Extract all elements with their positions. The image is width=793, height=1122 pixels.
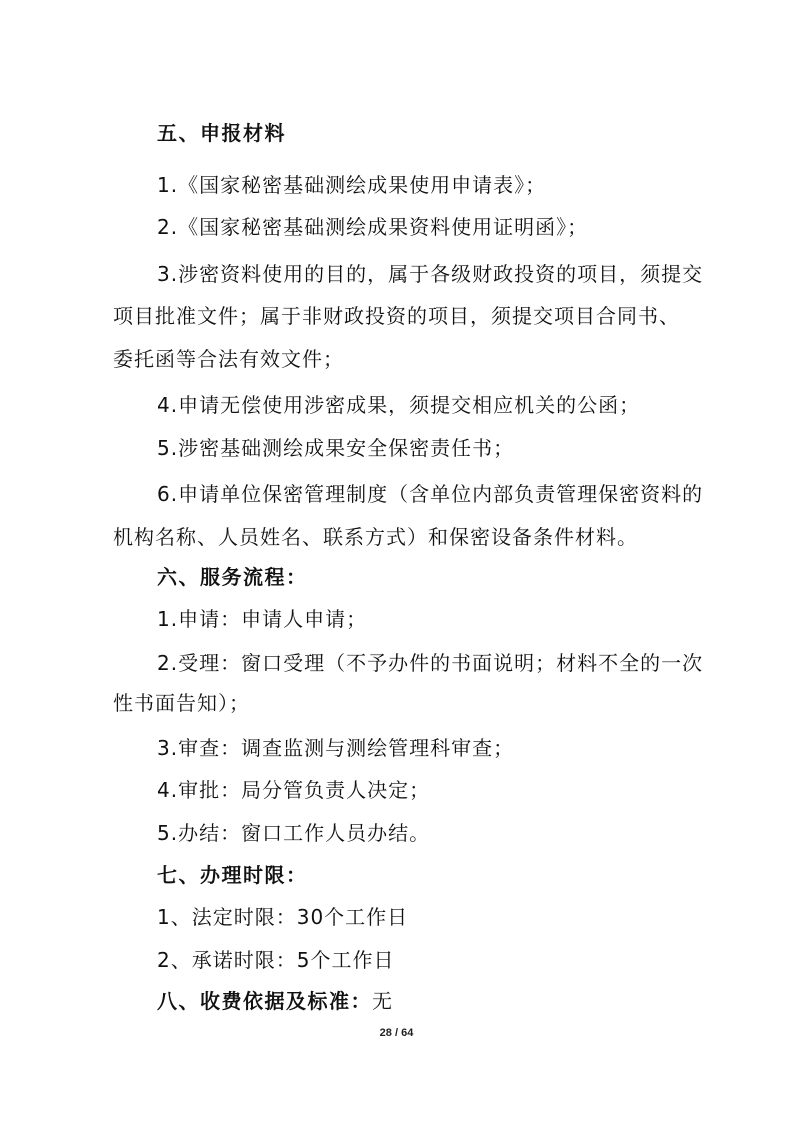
paragraph-line: 2.《国家秘密基础测绘成果资料使用证明函》； <box>157 215 589 239</box>
paragraph-line: 6.申请单位保密管理制度（含单位内部负责管理保密资料的 <box>157 482 704 506</box>
fees-value: 无 <box>372 989 394 1013</box>
section-heading-process: 六、服务流程： <box>157 565 308 589</box>
section-heading-materials: 五、申报材料 <box>157 121 286 145</box>
paragraph-line: 4.申请无偿使用涉密成果，须提交相应机关的公函； <box>157 393 641 417</box>
paragraph-line: 3.审查：调查监测与测绘管理科审查； <box>157 736 515 760</box>
fees-label: 八、收费依据及标准： <box>157 989 372 1013</box>
paragraph-line: 1、法定时限：30个工作日 <box>157 905 409 929</box>
paragraph-line: 性书面告知）； <box>113 691 250 715</box>
paragraph-line: 委托函等合法有效文件； <box>113 347 344 371</box>
paragraph-line: 2.受理：窗口受理（不予办件的书面说明；材料不全的一次 <box>157 651 704 675</box>
paragraph-line: 4.审批：局分管负责人决定； <box>157 778 431 802</box>
section-heading-fees <box>157 988 394 1014</box>
paragraph-line: 项目批准文件；属于非财政投资的项目，须提交项目合同书、 <box>113 304 680 328</box>
paragraph-line: 5.办结：窗口工作人员办结。 <box>157 821 431 845</box>
paragraph-line: 机构名称、人员姓名、联系方式）和保密设备条件材料。 <box>113 525 638 549</box>
paragraph-line: 2、承诺时限：5个工作日 <box>157 948 395 972</box>
section-heading-time-limit: 七、办理时限： <box>157 863 308 887</box>
paragraph-line: 1.申请：申请人申请； <box>157 607 368 631</box>
page-number: 28 / 64 <box>379 1027 414 1039</box>
paragraph-line: 3.涉密资料使用的目的，属于各级财政投资的项目，须提交 <box>157 262 704 286</box>
paragraph-line: 5.涉密基础测绘成果安全保密责任书； <box>157 436 515 460</box>
paragraph-line: 1.《国家秘密基础测绘成果使用申请表》； <box>157 173 547 197</box>
